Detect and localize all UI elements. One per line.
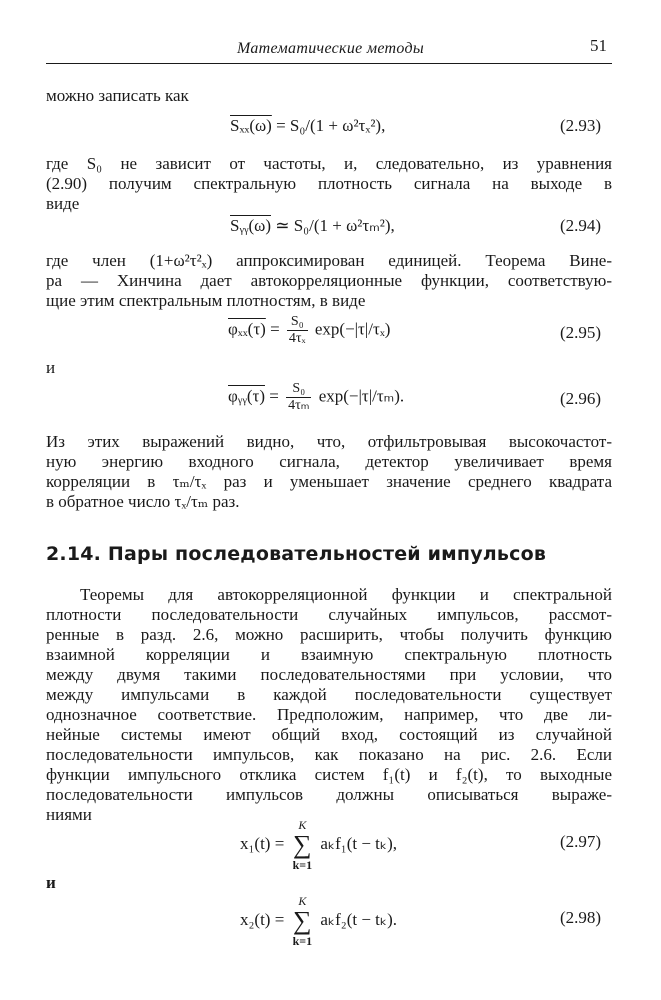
text-line: Теоремы для автокорреляционной функции и спектральной [80, 585, 612, 604]
equation-rhs: aₖf₂(t − tₖ). [320, 909, 398, 929]
equation-2-93 [230, 116, 385, 136]
equation-number: (2.96) [560, 389, 602, 408]
equation-lhs: x₁(t) = [240, 833, 285, 853]
sum-upper-limit: K [298, 894, 307, 908]
equation-rhs: exp(−|τ|/τₓ) [314, 319, 391, 339]
equation-number: (2.94) [560, 216, 602, 235]
equation-lhs: x₂(t) = [240, 909, 285, 929]
equation-rhs: exp(−|τ|/τₘ). [318, 386, 405, 406]
text-line: ренные в разд. 2.6, можно расширить, чтобы получить функцию [46, 625, 612, 644]
text-line: Из этих выражений видно, что, отфильтровывая высокочастот- [46, 432, 612, 451]
summation [293, 894, 313, 948]
section-heading: 2.14. Пары последовательностей импульсов [46, 543, 547, 565]
text-line: взаимной корреляции и взаимную спектральную плотность [46, 645, 612, 664]
running-header-title: Математические методы [236, 40, 424, 57]
sum-upper-limit: K [298, 818, 307, 832]
text-line: функции импульсного отклика систем f₁(t) и f₂(t), то выходные [46, 765, 612, 784]
equation-rhs: = S₀/(1 + ω²τₓ²), [276, 116, 386, 135]
text-line: ра — Хинчина дает автокорреляционные функции, соответствую- [46, 271, 612, 290]
text-line: щие этим спектральным плотностям, в виде [46, 291, 366, 310]
equals-sign: = [270, 319, 280, 339]
sum-lower-limit: k=1 [292, 934, 313, 948]
sum-sign: ∑ [293, 830, 312, 859]
equation-lhs: Sᵧᵧ(ω) [230, 216, 271, 235]
text-line: и [46, 873, 56, 892]
equation-number: (2.95) [560, 323, 602, 342]
text-line: между импульсами в каждой последовательности существует [46, 685, 612, 704]
equation-lhs: φᵧᵧ(τ) [228, 386, 265, 406]
text-line: последовательности импульсов должны описываться выраже- [46, 785, 612, 804]
text-line: корреляции в τₘ/τₓ раз и уменьшает значение среднего квадрата [46, 472, 612, 491]
text-line: последовательности импульсов, как показано на рис. 2.6. Если [46, 745, 612, 764]
sum-lower-limit: k=1 [292, 858, 313, 872]
equation-number: (2.98) [560, 908, 602, 927]
text-line: в обратное число τₓ/τₘ раз. [46, 492, 240, 511]
equation-rhs: aₖf₁(t − tₖ), [320, 833, 398, 853]
equation-2-95 [228, 314, 390, 347]
fraction [287, 314, 308, 347]
text-line: между двумя такими последовательностями при условии, что [46, 665, 612, 684]
page-number: 51 [590, 36, 607, 55]
fraction-denominator: 4τₘ [288, 398, 310, 413]
text-line: ную энергию входного сигнала, детектор увеличивает время [46, 452, 612, 471]
text-line: где член (1+ω²τ²ₓ) аппроксимирован единицей. Теорема Вине- [46, 251, 612, 270]
fraction [286, 381, 311, 414]
header-rule [46, 63, 612, 64]
equation-rhs: ≃ S₀/(1 + ω²τₘ²), [275, 216, 395, 235]
equation-2-94 [230, 216, 395, 236]
equation-2-97 [240, 818, 397, 872]
equation-lhs: φₓₓ(τ) [228, 319, 266, 339]
text-line: где S₀ не зависит от частоты, и, следовательно, из уравнения [46, 154, 612, 173]
equation-number: (2.97) [560, 832, 602, 851]
equation-lhs: Sₓₓ(ω) [230, 116, 272, 135]
text-line: можно записать как [46, 86, 189, 105]
equation-2-96 [228, 381, 404, 414]
sum-sign: ∑ [293, 906, 312, 935]
equation-number: (2.93) [560, 116, 602, 135]
equation-2-98 [240, 894, 397, 948]
text-line: однозначное соответствие. Предположим, например, что две ли- [46, 705, 612, 724]
text-line: ниями [46, 805, 92, 824]
equals-sign: = [269, 386, 279, 406]
fraction-numerator: S₀ [286, 381, 311, 398]
text-line: плотности последовательности случайных импульсов, рассмот- [46, 605, 612, 624]
text-line: (2.90) получим спектральную плотность сигнала на выходе в [46, 174, 612, 193]
fraction-denominator: 4τₓ [288, 331, 306, 346]
fraction-numerator: S₀ [287, 314, 308, 331]
text-line: нейные системы имеют общий вход, состоящий из случайной [46, 725, 612, 744]
text-line: и [46, 358, 56, 377]
summation [293, 818, 313, 872]
text-line: виде [46, 194, 80, 213]
